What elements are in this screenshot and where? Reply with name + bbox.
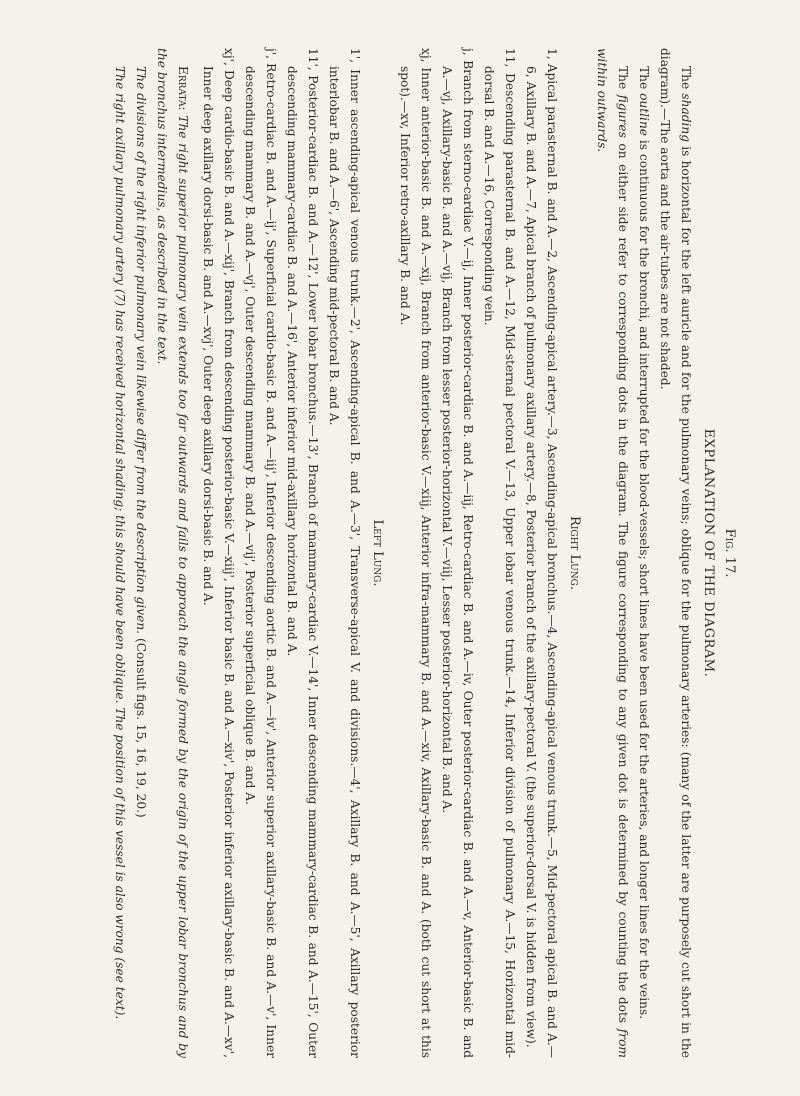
errata-note-artery: The right axillary pulmonary artery (7) has received horizontal shading; this should have been oblique. The position of this vessel is also wrong (see text).: [113, 66, 127, 1020]
errata-text: The divisions of the right inferior pulmonary vein likewise differ from the description given.: [134, 66, 148, 638]
left-lung-entry: 11', Posterior-cardiac B. and A.—12', Lower lobar bronchus.—13', Branch of mammary-cardiac V.—14', Inner descending mammary-cardiac B. and A.—15', Outer descending mammary-cardiac B. and A.—16', Anterior inferior mid-axillary horizontal B. and A.: [285, 48, 320, 1058]
right-lung-heading: Right Lung.: [567, 516, 582, 590]
text-run: :: [176, 106, 190, 116]
errata-label: Errata: [176, 66, 190, 107]
intro-paragraph-outline: [633, 48, 654, 1058]
figure-label: Fig. 17.: [722, 528, 737, 578]
emphasis-figures: figures: [616, 94, 630, 138]
emphasis-outline: outline: [637, 93, 651, 137]
right-lung-entry: 11, Descending parasternal B. and A.—12, Mid-sternal pectoral V.—13, Upper lobar venous trunk.—14, Inferior division of pulmonary A.—15, Horizontal mid-dorsal B. and A.—16, Corresponding vein.: [482, 48, 517, 1058]
left-lung-heading: Left Lung.: [370, 519, 385, 587]
errata-note: [151, 48, 193, 1058]
emphasis-shading: shading: [679, 93, 693, 143]
right-lung-entry: 1, Apical parasternal B. and A.—2, Ascending-apical artery.—3, Ascending-apical bronchus.—4, Ascending-apical venous trunk.—5, Mid-pectoral apical B. and A.—6, Axillary B. and A.—7, Apical branch of pulmonary axillary artery.—8, Posterior branch of the axillary-pectoral V. (the superior-dorsal V. is hidden from view).: [524, 48, 559, 1058]
text-run: .: [595, 148, 609, 153]
right-lung-entry: j, Branch from sterno-cardiac V.—ij, Inner posterior-cardiac B. and A.—iij, Retro-cardiac B. and A.—iv, Outer posterior-cardiac B. and A.—v, Anterior-basic B. and A.—vj, Axillary-basic B. and A.—vij, Branch from lesser posterior-horizontal V.—viij, Lesser posterior-horizontal B. and A.: [440, 48, 475, 1058]
page-title: EXPLANATION OF THE DIAGRAM.: [701, 428, 716, 678]
left-lung-entry: 1', Inner ascending-apical venous trunk.—2', Ascending-apical B. and A.—3', Transverse-apical V. and divisions.—4', Axillary B. and A.—5', Axillary posterior interlobar B. and A.—6', Ascending mid-pectoral B. and A.: [327, 48, 362, 1058]
intro-paragraph-figures: [591, 48, 633, 1058]
emphasis-within-outwards: from within outwards: [595, 48, 630, 1058]
text-run: on either side refer to corresponding dots in the diagram. The figure corresponding to any given dot is determined by counting the dots: [616, 137, 630, 1029]
errata-note-veins: [130, 48, 151, 1058]
errata-text: The right superior pulmonary vein extends too far outwards and fails to approach the angle formed by the origin of the upper lobar bronchus and by the bronchus intermedius, as described in the text.: [155, 48, 190, 1058]
text-run: The: [616, 66, 630, 95]
right-lung-entry: xj, Inner anterior-basic B. and A.—xij, Branch from anterior-basic V.—xiij, Anterior infra-mammary B. and A.—xiv, Axillary-basic B. and A. (both cut short at this spot).—xv, Inferior retro-axillary B. and A.: [398, 48, 433, 1058]
intro-paragraph-shading: [654, 48, 696, 1058]
left-lung-entry: xj', Deep cardio-basic B. and A.—xij', Branch from descending posterior-basic V.—xiij', Inferior basic B. and A.—xiv', Posterior inferior axillary-basic B. and A.—xv', Inner deep axillary dorsi-basic B. and A.—xvj', Outer deep axillary dorsi-basic B. and A.: [201, 48, 236, 1058]
left-lung-entry: j', Retro-cardiac B. and A.—ij', Superficial cardio-basic B. and A.—iij', Inferior descending aortic B. and A.—iv', Anterior superior axillary-basic B. and A.—v', Inner descending mammary B. and A.—vj', Outer descending mammary B. and A.—vij', Posterior superficial oblique B. and A.: [243, 48, 278, 1058]
text-run: The: [637, 66, 651, 94]
text-run: is horizontal for the left auricle and for the pulmonary veins; oblique for the pulmonary arteries: (many of the latter are purposely cut short in the diagram).—The aorta and the air-tubes are not shaded.: [658, 48, 693, 1058]
text-run: is continuous for the bronchi, and interrupted for the blood-vessels; short lines have been used for the arteries, and longer lines for the veins.: [637, 136, 651, 1020]
text-run: The: [679, 66, 693, 94]
errata-reference: (Consult figs. 15, 16, 19, 20.): [134, 637, 148, 818]
rotated-text-block: [113, 48, 740, 1058]
